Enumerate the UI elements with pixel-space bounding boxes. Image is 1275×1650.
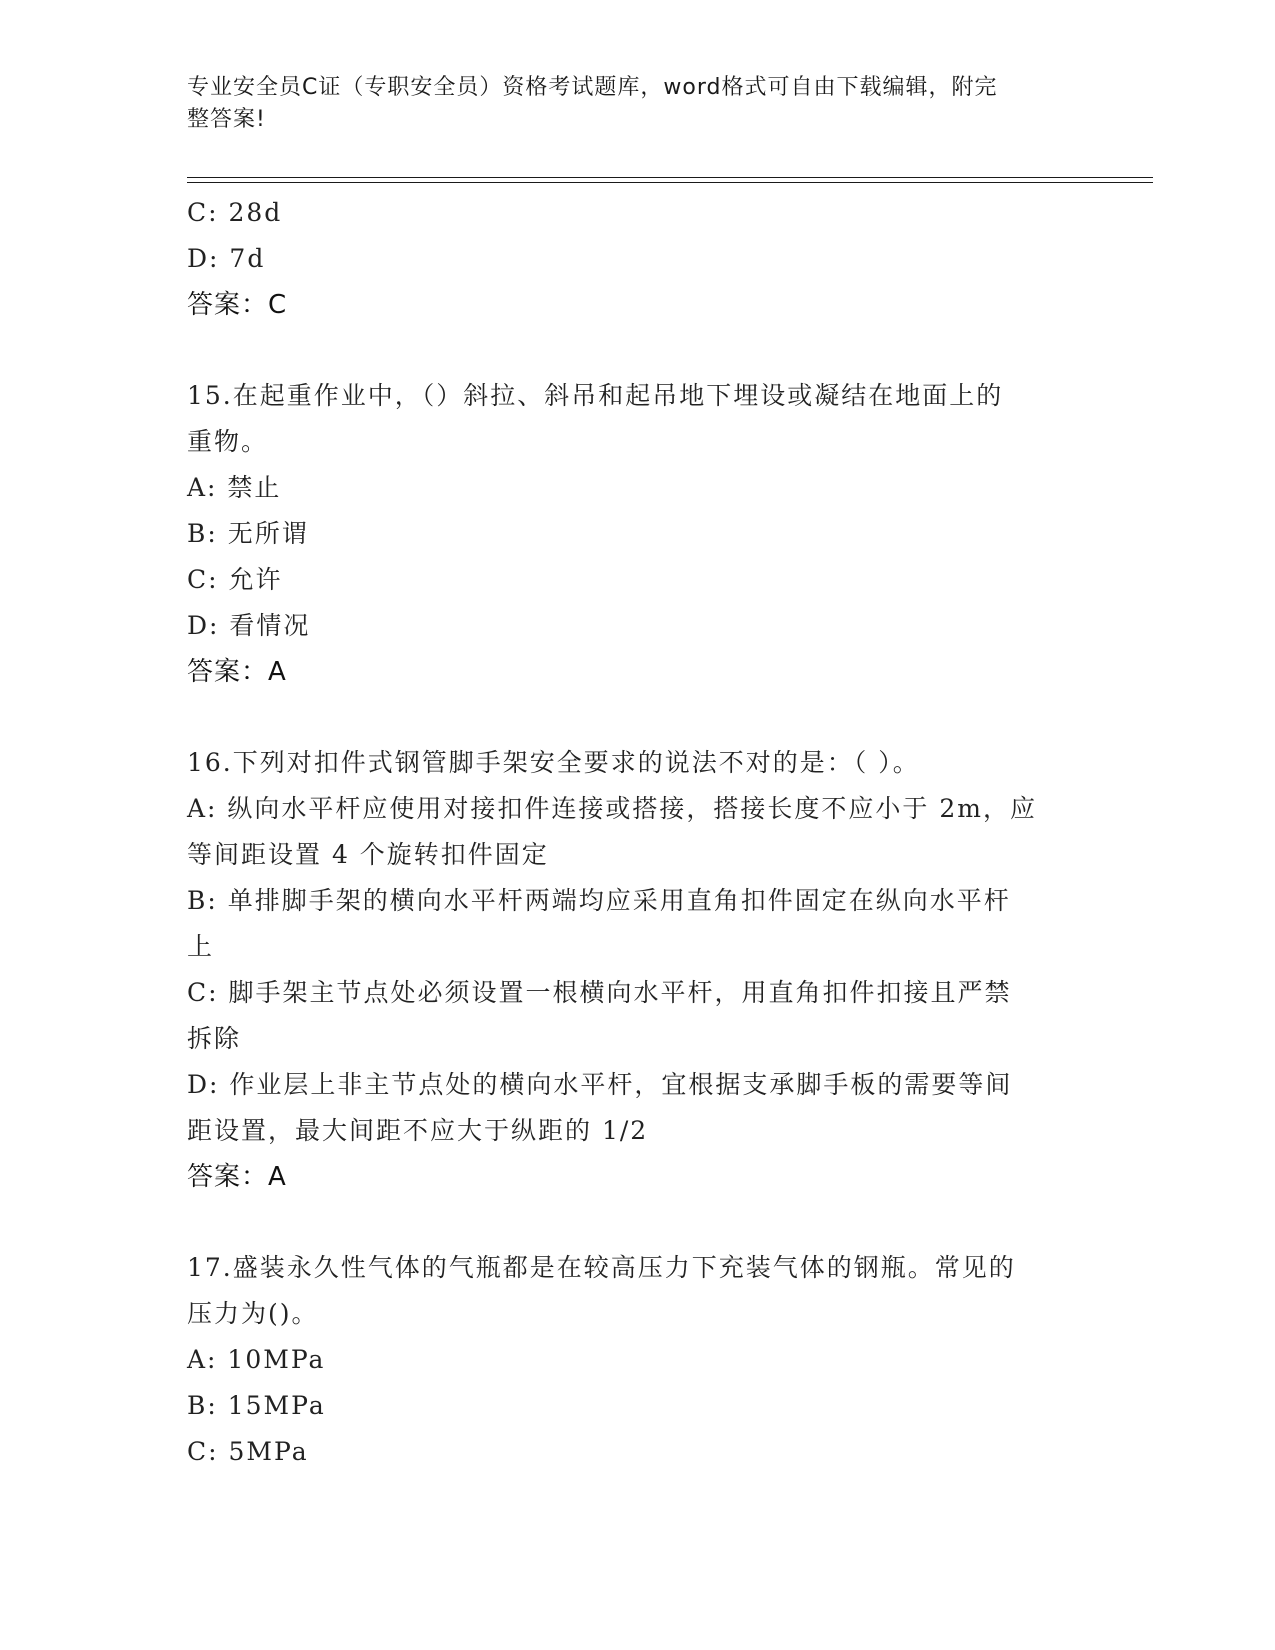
q16-stem: 16.下列对扣件式钢管脚手架安全要求的说法不对的是：（ ）。: [187, 748, 920, 777]
header-title-line-1: 专业安全员C证（专职安全员）资格考试题库，word格式可自由下载编辑，附完: [187, 75, 998, 100]
question-15: [187, 373, 1087, 695]
q15-stem-line-2: 重物。: [187, 427, 269, 456]
q16-option-d-line-2: 距设置，最大间距不应大于纵距的 1/2: [187, 1116, 649, 1145]
question-16: [187, 740, 1087, 1200]
q17-option-b: B: 15MPa: [187, 1391, 326, 1420]
q16-option-a-line-1: A: 纵向水平杆应使用对接扣件连接或搭接，搭接长度不应小于 2m，应: [187, 794, 1037, 823]
q14-answer: 答案：C: [187, 290, 288, 320]
q16-option-a-line-2: 等间距设置 4 个旋转扣件固定: [187, 840, 549, 869]
q16-option-b-line-1: B: 单排脚手架的横向水平杆两端均应采用直角扣件固定在纵向水平杆: [187, 886, 1011, 915]
q17-stem-line-2: 压力为()。: [187, 1299, 319, 1328]
q15-option-a: A: 禁止: [187, 473, 282, 502]
q16-option-c-line-1: C: 脚手架主节点处必须设置一根横向水平杆，用直角扣件扣接且严禁: [187, 978, 1012, 1007]
q15-answer: 答案：A: [187, 657, 287, 687]
q17-stem-line-1: 17.盛装永久性气体的气瓶都是在较高压力下充装气体的钢瓶。常见的: [187, 1253, 1016, 1282]
q17-option-c: C: 5MPa: [187, 1437, 309, 1466]
q17-option-a: A: 10MPa: [187, 1345, 326, 1374]
q16-option-d-line-1: D: 作业层上非主节点处的横向水平杆，宜根据支承脚手板的需要等间: [187, 1070, 1013, 1099]
q16-option-c-line-2: 拆除: [187, 1024, 242, 1053]
q16-answer: 答案：A: [187, 1162, 287, 1192]
question-17: [187, 1245, 1087, 1475]
q14-option-d: D: 7d: [187, 244, 266, 273]
q15-option-c: C: 允许: [187, 565, 283, 594]
spacer: [187, 695, 1087, 740]
document-header: [187, 72, 1067, 136]
header-divider-top: [187, 177, 1153, 178]
q15-option-b: B: 无所谓: [187, 519, 309, 548]
document-body: [187, 190, 1087, 1475]
q15-option-d: D: 看情况: [187, 611, 311, 640]
q16-option-b-line-2: 上: [187, 932, 215, 961]
question-14-tail: [187, 190, 1087, 328]
header-divider-bottom: [187, 182, 1153, 183]
header-title-line-2: 整答案!: [187, 107, 266, 132]
q14-option-c: C: 28d: [187, 198, 283, 227]
spacer: [187, 1200, 1087, 1245]
spacer: [187, 328, 1087, 373]
q15-stem-line-1: 15.在起重作业中，（）斜拉、斜吊和起吊地下埋设或凝结在地面上的: [187, 381, 1004, 410]
